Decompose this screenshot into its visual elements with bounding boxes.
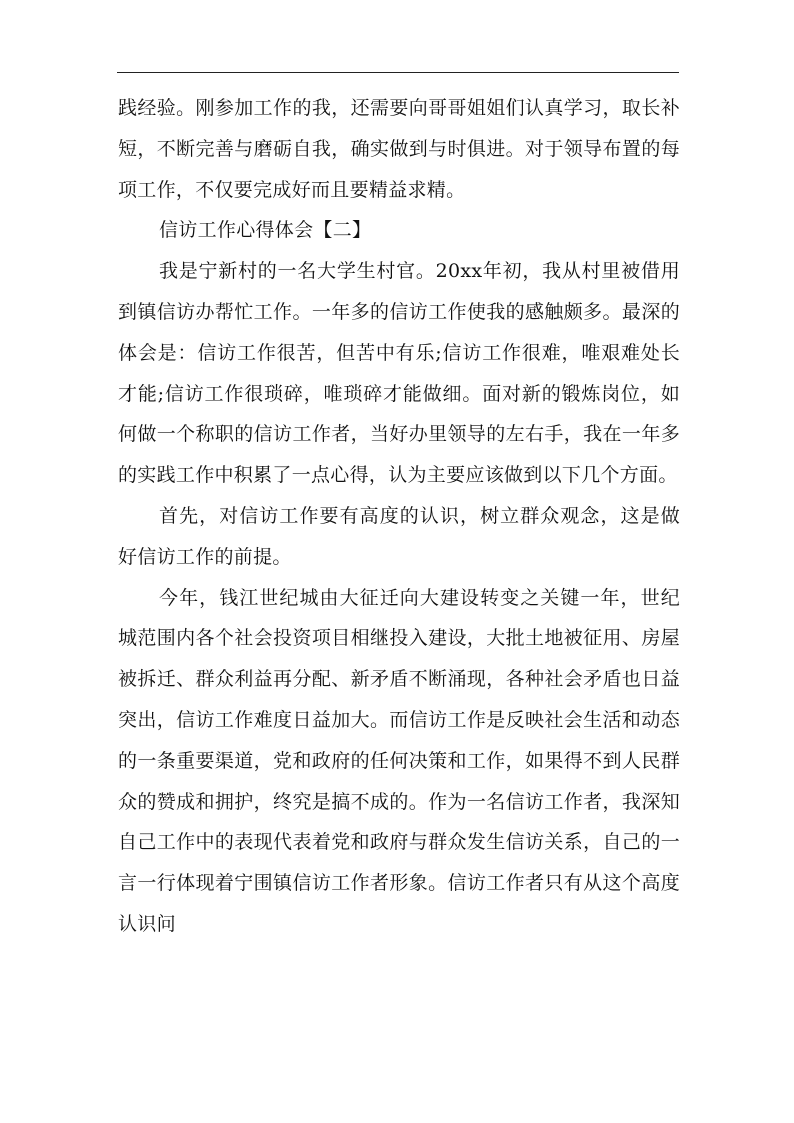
paragraph-first-point: 首先，对信访工作要有高度的认识，树立群众观念，这是做好信访工作的前提。 [118, 504, 680, 568]
paragraph-context: 今年，钱江世纪城由大征迁向大建设转变之关键一年，世纪城范围内各个社会投资项目相继投入建设，大批土地被征用、房屋被拆迁、群众利益再分配、新矛盾不断涌现，各种社会矛盾也日益突出，信访工作难度日益加大。而信访工作是反映社会生活和动态的一条重要渠道，党和政府的任何决策和工作，如果得不到人民群众的赞成和拥护，终究是搞不成的。作为一名信访工作者，我深知自己工作中的表现代表着党和政府与群众发生信访关系，自己的一言一行体现着宁围镇信访工作者形象。信访工作者只有从这个高度认识问 [118, 586, 680, 935]
header-rule [117, 72, 679, 73]
paragraph-continued: 践经验。刚参加工作的我，还需要向哥哥姐姐们认真学习，取长补短，不断完善与磨砺自我，确实做到与时俱进。对于领导布置的每项工作，不仅要完成好而且要精益求精。 [118, 97, 680, 201]
section-heading: 信访工作心得体会【二】 [159, 219, 372, 242]
paragraph-intro: 我是宁新村的一名大学生村官。20xx年初，我从村里被借用到镇信访办帮忙工作。一年多的信访工作使我的感触颇多。最深的体会是：信访工作很苦，但苦中有乐;信访工作很难，唯艰难处长才能;信访工作很琐碎，唯琐碎才能做细。面对新的锻炼岗位，如何做一个称职的信访工作者，当好办里领导的左右手，我在一年多的实践工作中积累了一点心得，认为主要应该做到以下几个方面。 [118, 260, 680, 487]
document-body [118, 88, 680, 945]
